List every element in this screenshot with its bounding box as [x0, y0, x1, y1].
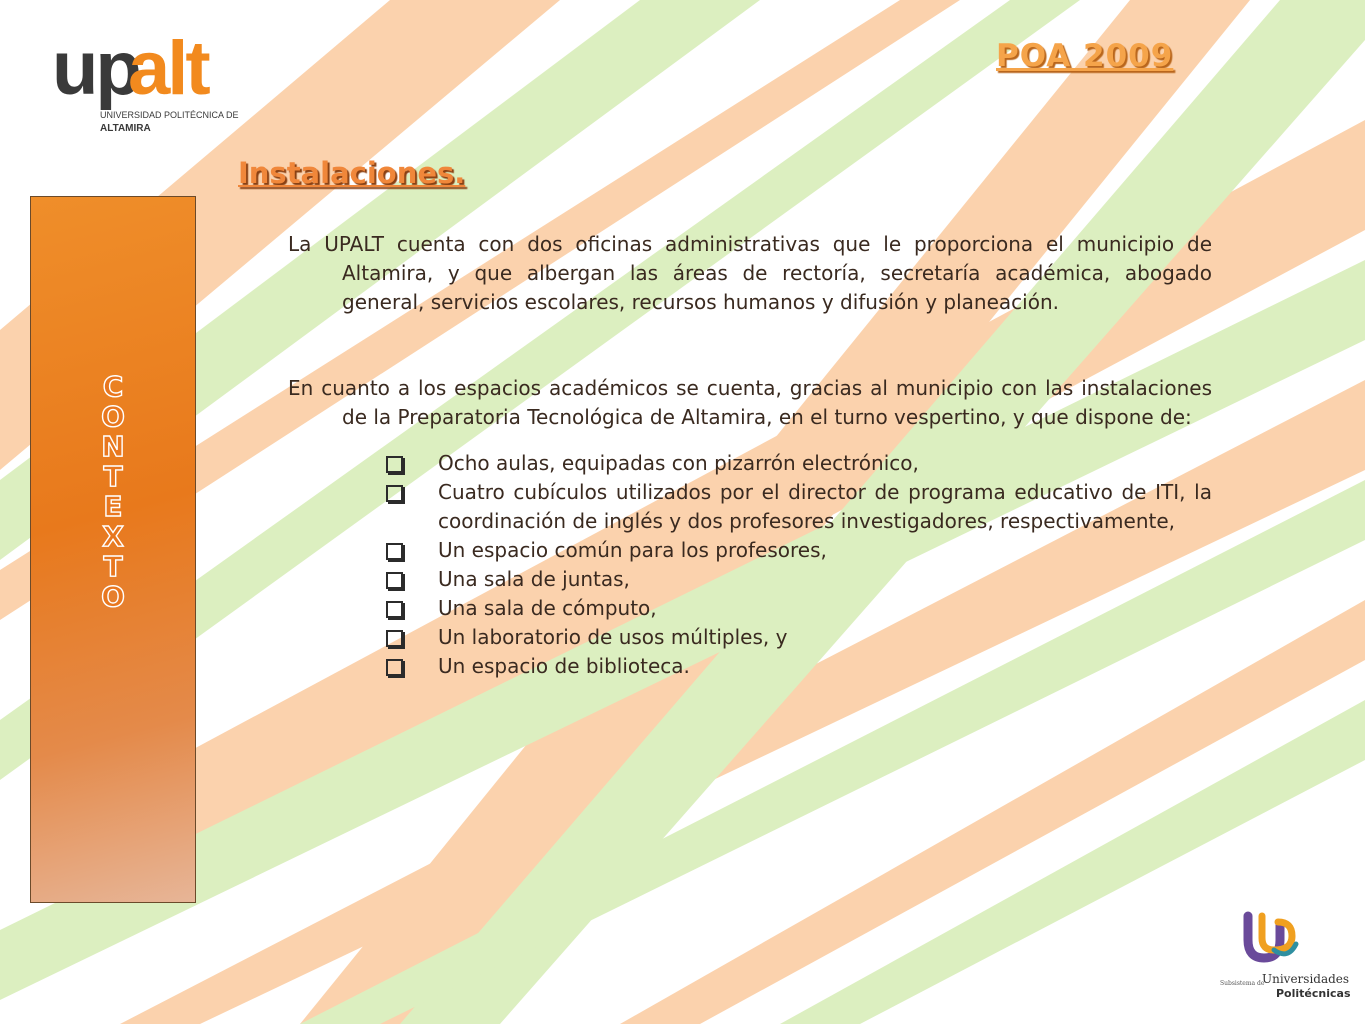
- contexto-letter: C: [102, 370, 124, 403]
- contexto-letter: T: [103, 550, 123, 583]
- upalt-logo: [52, 26, 242, 140]
- contexto-letter: N: [101, 430, 125, 463]
- list-item: [438, 623, 1212, 652]
- facilities-list: [288, 449, 1212, 681]
- list-item: [438, 478, 1212, 536]
- contexto-letter: E: [103, 490, 123, 523]
- list-item-text: Un laboratorio de usos múltiples, y: [438, 625, 788, 649]
- up-logo-line2: Politécnicas: [1276, 987, 1351, 1000]
- upalt-wordmark-graphic: [52, 26, 242, 136]
- checkbox-bullet-icon: [386, 572, 403, 589]
- list-item-text: Una sala de juntas,: [438, 567, 630, 591]
- checkbox-bullet-icon: [386, 659, 403, 676]
- list-item: [438, 594, 1212, 623]
- list-item-text: Un espacio común para los profesores,: [438, 538, 827, 562]
- section-title: Instalaciones.: [238, 156, 466, 190]
- contexto-letter: T: [103, 460, 123, 493]
- contexto-letter: X: [102, 520, 124, 553]
- upalt-wordmark-accent: alt: [128, 26, 208, 111]
- up-logo-small: Subsistema de: [1220, 980, 1265, 987]
- upalt-logo-line1: UNIVERSIDAD POLITÉCNICA DE: [100, 110, 239, 120]
- poa-title: POA 2009: [996, 38, 1174, 74]
- checkbox-bullet-icon: [386, 601, 403, 618]
- paragraph-espacios: En cuanto a los espacios académicos se cuenta, gracias al municipio con las instalaciones de la Preparatoria Tecnológica de Altamira, en el turno vespertino, y que dispone de:: [288, 376, 1212, 429]
- contexto-side-panel: [30, 196, 196, 903]
- checkbox-bullet-icon: [386, 630, 403, 647]
- content-body: [288, 230, 1212, 681]
- upalt-logo-line2: ALTAMIRA: [100, 123, 151, 134]
- list-item: [438, 449, 1212, 478]
- list-item: [438, 536, 1212, 565]
- list-item-text: Ocho aulas, equipadas con pizarrón electrónico,: [438, 451, 919, 475]
- checkbox-bullet-icon: [386, 543, 403, 560]
- up-logo-graphic: [1218, 910, 1351, 1005]
- paragraph-oficinas: La UPALT cuenta con dos oficinas administrativas que le proporciona el municipio de Altamira, y que albergan las áreas de rectoría, secretaría académica, abogado general, servicios escolares, recursos humanos y difusión y planeación.: [288, 232, 1212, 314]
- upalt-wordmark-text: up: [52, 26, 139, 111]
- list-item-text: Un espacio de biblioteca.: [438, 654, 690, 678]
- list-item: [438, 652, 1212, 681]
- list-item: [438, 565, 1212, 594]
- contexto-vertical-text: [31, 372, 195, 612]
- checkbox-bullet-icon: [386, 485, 403, 502]
- list-item-text: Una sala de cómputo,: [438, 596, 657, 620]
- list-item-text: Cuatro cubículos utilizados por el director de programa educativo de ITI, la coordinación de inglés y dos profesores investigadores, respectivamente,: [438, 480, 1212, 533]
- up-logo-line1: Universidades: [1262, 972, 1350, 986]
- checkbox-bullet-icon: [386, 456, 403, 473]
- contexto-letter: O: [101, 400, 125, 433]
- contexto-letter: O: [101, 580, 125, 613]
- universidades-politecnicas-logo: [1218, 910, 1351, 1009]
